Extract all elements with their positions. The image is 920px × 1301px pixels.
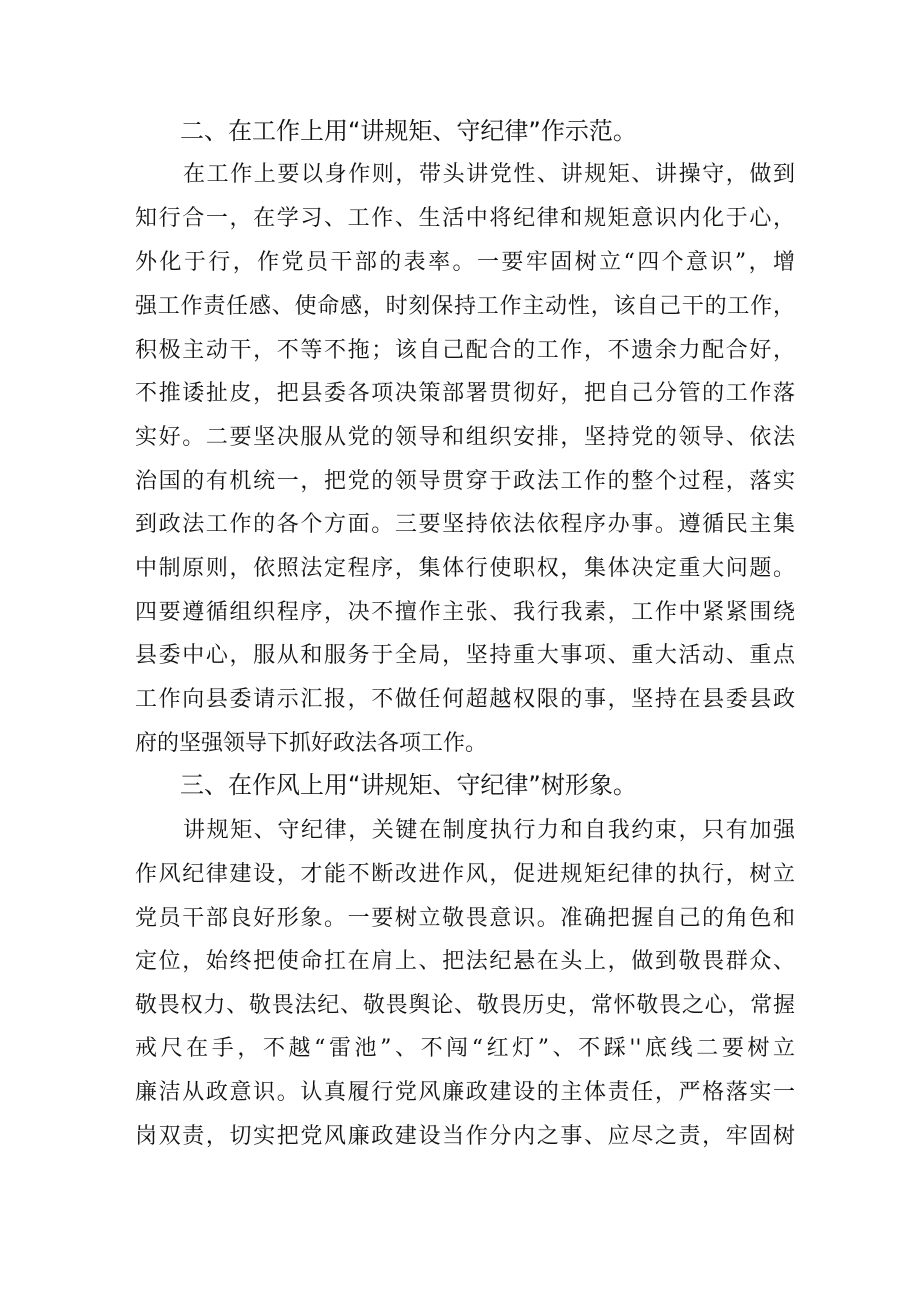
section-2-line-7: 实好。二要坚决服从党的领导和组织安排，坚持党的领导、依法 [135, 425, 795, 450]
section-2-line-10: 中制原则，依照法定程序，集体行使职权，集体决定重大问题。 [135, 556, 795, 581]
section-2-line-5: 积极主动干，不等不拖；该自己配合的工作，不遗余力配合好， [135, 338, 795, 363]
section-2-line-3: 外化于行，作党员干部的表率。一要牢固树立“四个意识”，增 [135, 250, 795, 275]
section-2-heading: 二、在工作上用“讲规矩、守纪律”作示范。 [180, 117, 637, 145]
section-3-line-2: 作风纪律建设，才能不断改进作风，促进规矩纪律的执行，树立 [135, 862, 795, 887]
section-2-line-9: 到政法工作的各个方面。三要坚持依法依程序办事。遵循民主集 [135, 512, 795, 537]
section-2-line-1: 在工作上要以身作则，带头讲党性、讲规矩、讲操守，做到 [183, 162, 795, 187]
section-3-line-6: 戒尺在手，不越“雷池”、不闯“红灯”、不踩''底线二要树立 [135, 1036, 795, 1061]
section-3-heading: 三、在作风上用“讲规矩、守纪律”树形象。 [180, 771, 637, 799]
section-2-line-14: 府的坚强领导下抓好政法各项工作。 [135, 731, 488, 756]
section-3-line-7: 廉洁从政意识。认真履行党风廉政建设的主体责任，严格落实一 [135, 1080, 795, 1105]
section-2-line-13: 工作向县委请示汇报，不做任何超越权限的事，坚持在县委县政 [135, 687, 795, 712]
section-2-line-8: 治国的有机统一，把党的领导贯穿于政法工作的整个过程，落实 [135, 469, 795, 494]
section-2-line-4: 强工作责任感、使命感，时刻保持工作主动性，该自己干的工作， [135, 294, 795, 319]
section-3-line-4: 定位，始终把使命扛在肩上、把法纪悬在头上，做到敬畏群众、 [135, 949, 795, 974]
section-3-line-5: 敬畏权力、敬畏法纪、敬畏舆论、敬畏历史，常怀敬畏之心，常握 [135, 993, 795, 1018]
section-3-line-8: 岗双责，切实把党风廉政建设当作分内之事、应尽之责，牢固树 [135, 1124, 795, 1149]
section-2-line-2: 知行合一，在学习、工作、生活中将纪律和规矩意识内化于心， [135, 206, 795, 231]
section-2-line-12: 县委中心，服从和服务于全局，坚持重大事项、重大活动、重点 [135, 643, 795, 668]
section-3-line-3: 党员干部良好形象。一要树立敬畏意识。准确把握自己的角色和 [135, 906, 795, 931]
section-2-line-11: 四要遵循组织程序，决不擅作主张、我行我素，工作中紧紧围绕 [135, 600, 795, 625]
section-2-line-6: 不推诿扯皮，把县委各项决策部署贯彻好，把自己分管的工作落 [135, 381, 795, 406]
section-3-line-1: 讲规矩、守纪律，关键在制度执行力和自我约束，只有加强 [183, 818, 795, 843]
